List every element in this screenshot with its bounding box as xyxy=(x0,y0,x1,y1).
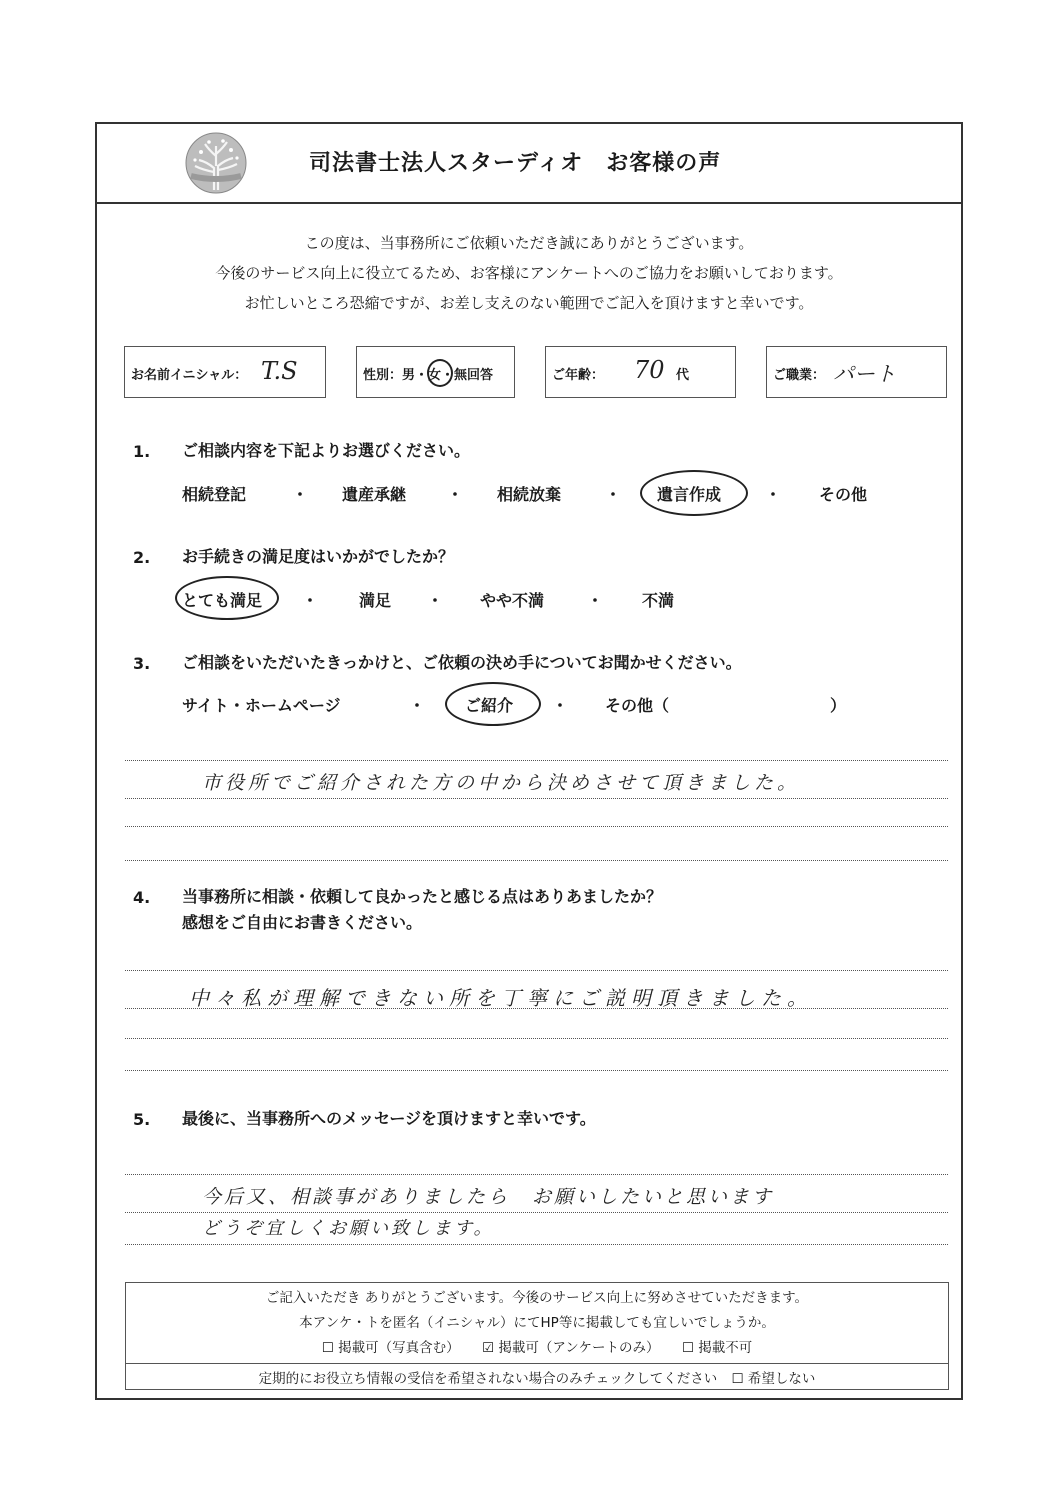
q1-option[interactable]: その他 xyxy=(819,485,868,504)
page-title: 司法書士法人スターディオ お客様の声 xyxy=(309,151,722,176)
q2-selection-circle xyxy=(175,576,279,620)
separator-dot: ・ xyxy=(447,485,464,504)
q4-text-line: 感想をご自由にお書きください。 xyxy=(182,913,423,932)
initial-field[interactable] xyxy=(124,346,326,398)
q1-selection-circle xyxy=(640,470,748,516)
q4-answer[interactable]: 中々私が理解できない所を丁寧にご説明頂きました。 xyxy=(189,986,813,1010)
q1-text: ご相談内容を下記よりお選びください。 xyxy=(182,441,471,460)
q2-text: お手続きの満足度はいかがでしたか？ xyxy=(182,547,455,566)
q3-option[interactable]: ） xyxy=(830,696,847,715)
q5-number: 5. xyxy=(133,1110,151,1129)
q5-answer-line2[interactable]: どうぞ宜しくお願い致します。 xyxy=(202,1218,495,1239)
q5-answer-line1[interactable]: 今后又、相談事がありましたら お願いしたいと思います xyxy=(202,1186,775,1208)
q2-option[interactable]: やや不満 xyxy=(480,591,545,610)
q2-option[interactable]: 満足 xyxy=(359,591,392,610)
q2-option-selected[interactable]: とても満足 xyxy=(182,591,263,610)
q3-number: 3. xyxy=(133,654,151,673)
consent-options xyxy=(126,1336,948,1356)
checkbox-checked-icon[interactable]: ☑ xyxy=(481,1340,495,1356)
initial-label: お名前イニシャル： xyxy=(131,368,248,383)
answer-line xyxy=(125,1244,948,1245)
separator-dot: ・ xyxy=(765,485,782,504)
age-field[interactable] xyxy=(545,346,736,398)
footer-thanks: ご記入いただき ありがとうございます。今後のサービス向上に努めさせていただきます。 xyxy=(265,1290,809,1306)
gender-field[interactable] xyxy=(356,346,515,398)
survey-sheet xyxy=(95,122,963,1400)
separator-dot: ・ xyxy=(292,485,309,504)
q4-text-line: 当事務所に相談・依頼して良かったと感じる点はありあましたか？ xyxy=(182,887,663,906)
q3-option-selected[interactable]: ご紹介 xyxy=(465,696,514,715)
separator-dot: ・ xyxy=(427,591,444,610)
footer-question: 本アンケ・トを匿名（イニシャル）にてHP等に掲載しても宜しいでしょうか。 xyxy=(299,1315,775,1331)
intro-text xyxy=(97,228,961,318)
separator-dot: ・ xyxy=(409,696,426,715)
header xyxy=(97,124,961,204)
answer-line xyxy=(125,798,948,799)
newsletter-optout xyxy=(126,1367,948,1387)
q3-answer[interactable]: 市役所でご紹介された方の中から決めさせて頂きました。 xyxy=(202,772,801,794)
intro-line: お忙しいところ恐縮ですが、お差し支えのない範囲でご記入を頂けますと幸いです。 xyxy=(244,294,814,312)
age-value: 70 xyxy=(634,356,665,384)
separator-dot: ・ xyxy=(605,485,622,504)
answer-line xyxy=(125,860,948,861)
checkbox-unchecked-icon[interactable]: ☐ xyxy=(731,1371,744,1387)
answer-line xyxy=(125,1174,948,1175)
answer-line xyxy=(125,1212,948,1213)
q1-number: 1. xyxy=(133,442,151,461)
answer-line xyxy=(125,1008,948,1009)
age-suffix: 代 xyxy=(676,368,690,383)
initial-value: T.S xyxy=(261,357,298,385)
answer-line xyxy=(125,970,948,971)
gender-circle xyxy=(427,359,453,387)
q1-option-selected[interactable]: 遺言作成 xyxy=(657,485,722,504)
job-label: ご職業： xyxy=(773,368,826,383)
q1-option[interactable]: 遺産承継 xyxy=(342,485,407,504)
consent-option-photo[interactable]: 掲載可（写真含む） xyxy=(338,1340,460,1356)
age-label: ご年齢： xyxy=(552,368,605,383)
q2-option[interactable]: 不満 xyxy=(642,591,675,610)
intro-line: この度は、当事務所にご依頼いただき誠にありがとうございます。 xyxy=(304,234,754,252)
q3-text: ご相談をいただいたきっかけと、ご依頼の決め手についてお聞かせください。 xyxy=(182,653,742,672)
divider xyxy=(126,1363,948,1364)
answer-line xyxy=(125,1038,948,1039)
job-value: パート xyxy=(833,362,896,386)
separator-dot: ・ xyxy=(552,696,569,715)
newsletter-option[interactable]: 希望しない xyxy=(747,1371,816,1387)
newsletter-text: 定期的にお役立ち情報の受信を希望されない場合のみチェックしてください xyxy=(258,1371,718,1387)
separator-dot: ・ xyxy=(302,591,319,610)
q3-option[interactable]: サイト・ホームページ xyxy=(182,696,341,715)
q4-number: 4. xyxy=(133,888,151,907)
intro-line: 今後のサービス向上に役立てるため、お客様にアンケートへのご協力をお願いしております。 xyxy=(215,264,843,282)
separator-dot: ・ xyxy=(587,591,604,610)
gender-label: 性別：男・女・無回答 xyxy=(363,368,494,383)
q5-text: 最後に、当事務所へのメッセージを頂けますと幸いです。 xyxy=(182,1109,596,1128)
checkbox-unchecked-icon[interactable]: ☐ xyxy=(321,1340,334,1356)
q4-text xyxy=(182,884,662,936)
consent-option-none[interactable]: 掲載不可 xyxy=(698,1340,753,1356)
q2-number: 2. xyxy=(133,548,151,567)
tree-logo-icon xyxy=(185,132,247,194)
answer-line xyxy=(125,760,948,761)
q3-selection-circle xyxy=(445,682,541,726)
checkbox-unchecked-icon[interactable]: ☐ xyxy=(681,1340,694,1356)
q1-option[interactable]: 相続登記 xyxy=(182,485,247,504)
q3-option[interactable]: その他（ xyxy=(605,696,670,715)
consent-option-survey[interactable]: 掲載可（アンケートのみ） xyxy=(498,1340,660,1356)
answer-line xyxy=(125,826,948,827)
job-field[interactable] xyxy=(766,346,947,398)
answer-line xyxy=(125,1070,948,1071)
q1-option[interactable]: 相続放棄 xyxy=(497,485,562,504)
consent-box xyxy=(125,1282,949,1390)
